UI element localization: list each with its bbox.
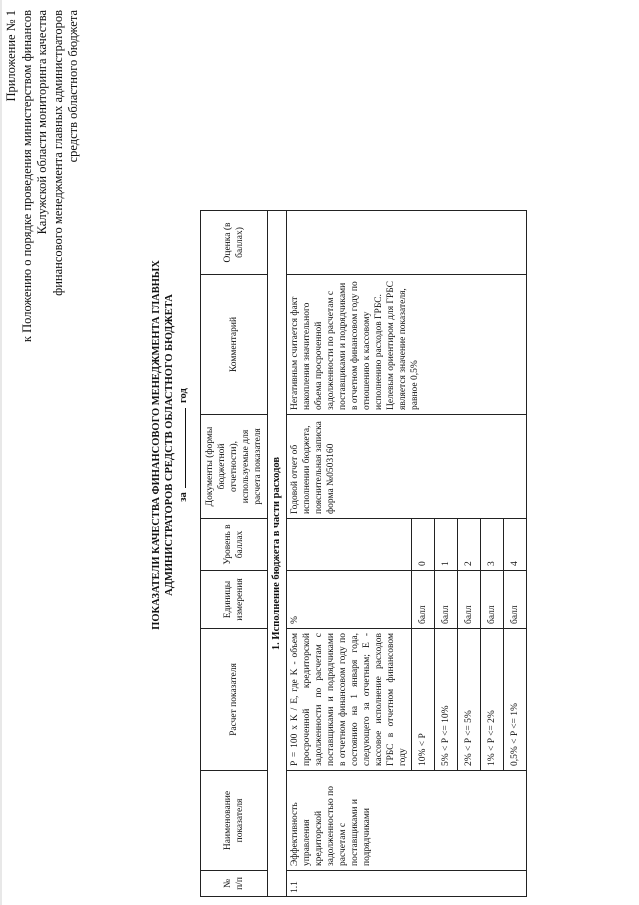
annex-line: финансового менеджмента главных администраторов [50,10,65,296]
header-comment: Комментарий [201,275,268,415]
scale-points: 3 [481,519,504,571]
title-line-2: АДМИНИСТРАТОРОВ СРЕДСТВ ОБЛАСТНОГО БЮДЖЕТА [164,294,175,596]
scale-condition: 2% < P <= 5% [458,629,481,771]
table-header-row [201,211,268,897]
scale-points: 4 [504,519,527,571]
scale-points: 2 [458,519,481,571]
table-row [287,211,412,897]
scale-condition: 1% < P <= 2% [481,629,504,771]
title-line-1: ПОКАЗАТЕЛИ КАЧЕСТВА ФИНАНСОВОГО МЕНЕДЖМЕНТА ГЛАВНЫХ [151,260,162,630]
indicator-score [287,211,527,275]
scale-points: 0 [412,519,435,571]
annex-header [4,10,82,450]
period-prefix: за [178,492,189,502]
header-name: Наименование показателя [201,771,268,871]
indicator-formula: P = 100 x K / E, где K - объем просроченной кредиторской задолженности по расчетам с поставщиками и подрядчиками в отчетном финансовом году по состоянию на 1 января года, следующего за отчетным; E - кассовое исполнение расходов ГРБС в отчетном финансовом году [287,629,412,771]
document-title [150,235,190,655]
row-num: 1.1 [287,871,527,897]
annex-line: Калужской области мониторинга качества [35,10,49,235]
scale-unit: балл [458,571,481,629]
scale-condition: 10% < P [412,629,435,771]
section-row [268,211,287,897]
scale-unit: балл [504,571,527,629]
scale-points: 1 [435,519,458,571]
header-score: Оценка (в баллах) [201,211,268,275]
header-num: № п/п [201,871,268,897]
annex-line: средств областного бюджета [66,10,80,163]
indicator-name: Эффективность управления кредиторской задолженностью по расчетам с поставщиками и подрядчиками [287,771,527,871]
period-line [176,235,190,655]
indicator-units: % [287,571,412,629]
scale-unit: балл [412,571,435,629]
annex-line: к Положению о порядке проведения министерством финансов [19,10,34,343]
annex-line: Приложение № 1 [4,10,18,102]
header-docs: Документы (формы бюджетной отчетности), используемые для расчета показателя [201,415,268,519]
section-title: 1. Исполнение бюджета в части расходов [268,211,287,897]
scale-unit: балл [435,571,458,629]
scale-unit: балл [481,571,504,629]
period-suffix: год [178,388,189,404]
scale-condition: 5% < P <= 10% [435,629,458,771]
header-calc: Расчет показателя [201,629,268,771]
indicator-level-empty [287,519,412,571]
year-blank [176,408,186,488]
header-units: Единицы измерения [201,571,268,629]
scale-condition: 0,5% < P <= 1% [504,629,527,771]
indicator-comment: Негативным считается факт накопления значительного объема просроченной задолженности по расчетам с поставщиками и подрядчиками в отчетном финансовом году по отношению к кассовому исполнению расходов ГРБС. Целевым ориентиром для ГРБС является значение показателя, равное 0,5% [287,275,527,415]
indicators-table [200,210,527,897]
indicator-documents: Годовой отчет об исполнении бюджета, пояснительная записка форма №0503160 [287,415,527,519]
header-level: Уровень в баллах [201,519,268,571]
